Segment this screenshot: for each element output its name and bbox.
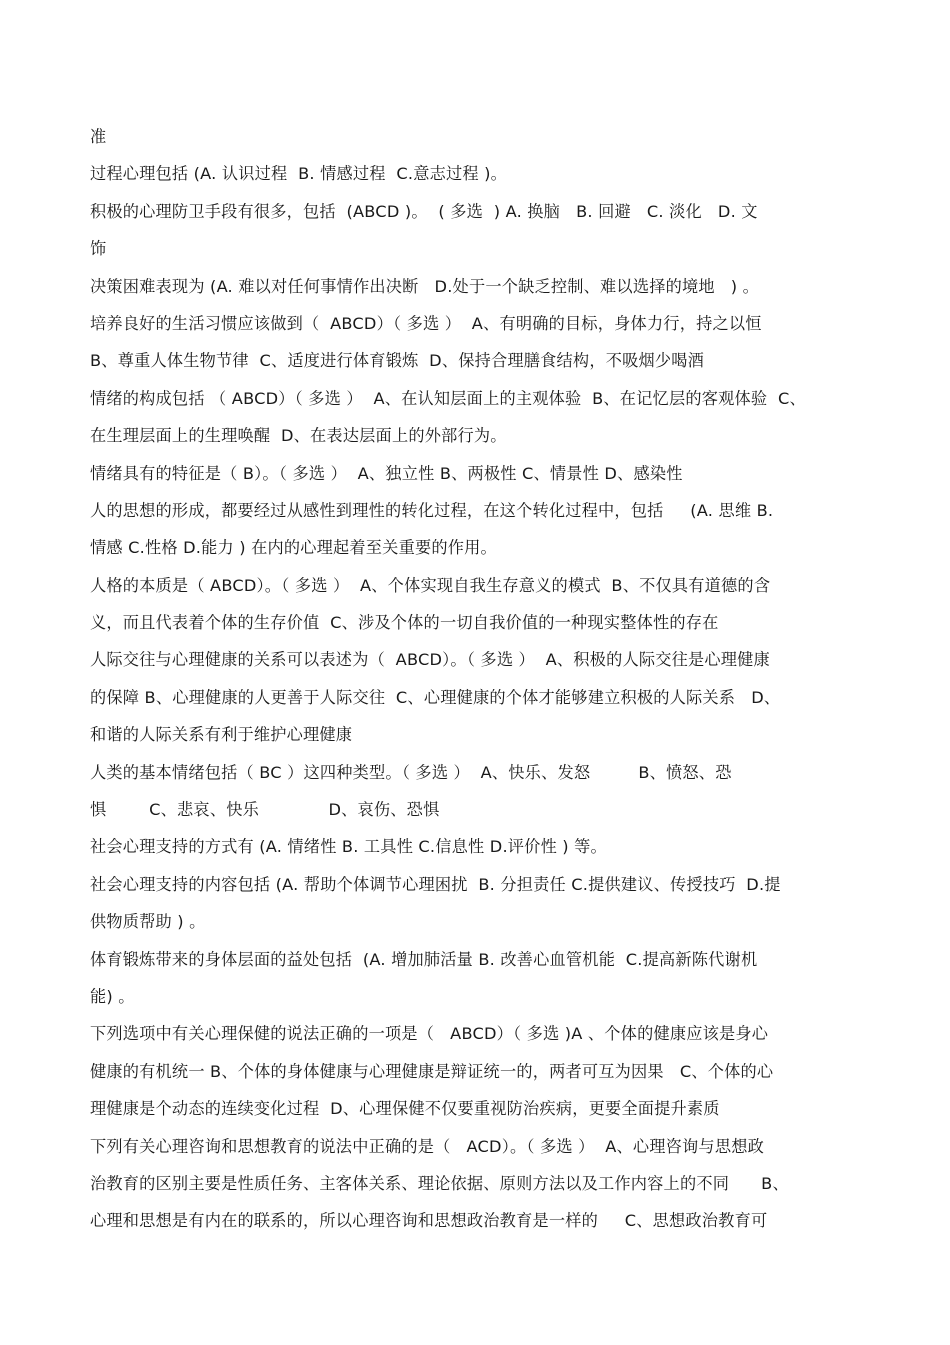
text-line: 心理和思想是有内在的联系的，所以心理咨询和思想政治教育是一样的 C、思想政治教育可 <box>90 1211 768 1231</box>
text-line: 人际交往与心理健康的关系可以表述为（ ABCD）。（ 多选 ） A、积极的人际交往是心理健康 <box>90 650 770 670</box>
text-line: 积极的心理防卫手段有很多，包括 (ABCD )。 ( 多选 ) A. 换脑 B. 回避 C. 淡化 D. 文 <box>90 201 758 221</box>
document-page <box>90 118 862 1240</box>
text-line: 人的思想的形成，都要经过从感性到理性的转化过程，在这个转化过程中，包括 (A. 思维 B. <box>90 500 774 520</box>
text-line: 和谐的人际关系有利于维护心理健康 <box>90 725 353 745</box>
text-line: 社会心理支持的内容包括 (A. 帮助个体调节心理困扰 B. 分担责任 C.提供建议、传授技巧 D.提 <box>90 874 781 894</box>
text-line: 能) 。 <box>90 986 135 1006</box>
text-line: 体育锻炼带来的身体层面的益处包括 (A. 增加肺活量 B. 改善心血管机能 C.提高新陈代谢机 <box>90 949 758 969</box>
text-line: 供物质帮助 ) 。 <box>90 912 206 932</box>
text-line: 下列选项中有关心理保健的说法正确的一项是（ ABCD）（ 多选 )A 、个体的健康应该是身心 <box>90 1024 769 1044</box>
text-line: 在生理层面上的生理唤醒 D、在表达层面上的外部行为。 <box>90 426 507 446</box>
text-line: 社会心理支持的方式有 (A. 情绪性 B. 工具性 C.信息性 D.评价性 ) 等。 <box>90 837 607 857</box>
text-line: B、尊重人体生物节律 C、适度进行体育锻炼 D、保持合理膳食结构，不吸烟少喝酒 <box>90 351 705 371</box>
text-line: 准 <box>90 127 107 146</box>
text-line: 培养良好的生活习惯应该做到（ ABCD）（ 多选 ） A、有明确的目标，身体力行，持之以恒 <box>90 313 762 333</box>
text-line: 义，而且代表着个体的生存价值 C、涉及个体的一切自我价值的一种现实整体性的存在 <box>90 613 719 633</box>
text-line: 理健康是个动态的连续变化过程 D、心理保健不仅要重视防治疾病，更要全面提升素质 <box>90 1099 720 1119</box>
text-line: 人格的本质是（ ABCD）。（ 多选 ） A、个体实现自我生存意义的模式 B、不仅具有道德的含 <box>90 575 771 595</box>
text-line: 治教育的区别主要是性质任务、主客体关系、理论依据、原则方法以及工作内容上的不同 B、 <box>90 1173 789 1193</box>
text-line: 情绪具有的特征是（ B）。（ 多选 ） A、独立性 B、两极性 C、情景性 D、感染性 <box>90 463 683 483</box>
text-line: 饰 <box>90 239 107 259</box>
text-line: 情感 C.性格 D.能力 ) 在内的心理起着至关重要的作用。 <box>90 538 497 558</box>
text-line: 惧 C、悲哀、快乐 D、哀伤、恐惧 <box>90 800 440 820</box>
text-line: 健康的有机统一 B、个体的身体健康与心理健康是辩证统一的，两者可互为因果 C、个体的心 <box>90 1061 774 1081</box>
text-line: 决策困难表现为 (A. 难以对任何事情作出决断 D.处于一个缺乏控制、难以选择的境地 ) 。 <box>90 276 760 296</box>
text-line: 人类的基本情绪包括（ BC ）这四种类型。（ 多选 ） A、快乐、发怒 B、愤怒、恐 <box>90 762 732 782</box>
text-line: 过程心理包括 (A. 认识过程 B. 情感过程 C.意志过程 )。 <box>90 164 507 184</box>
text-line: 情绪的构成包括 （ ABCD）（ 多选 ） A、在认知层面上的主观体验 B、在记忆层的客观体验 C、 <box>90 388 806 408</box>
text-line: 下列有关心理咨询和思想教育的说法中正确的是（ ACD）。（ 多选 ） A、心理咨询与思想政 <box>90 1136 764 1156</box>
text-line: 的保障 B、心理健康的人更善于人际交往 C、心理健康的个体才能够建立积极的人际关系 D、 <box>90 687 781 707</box>
